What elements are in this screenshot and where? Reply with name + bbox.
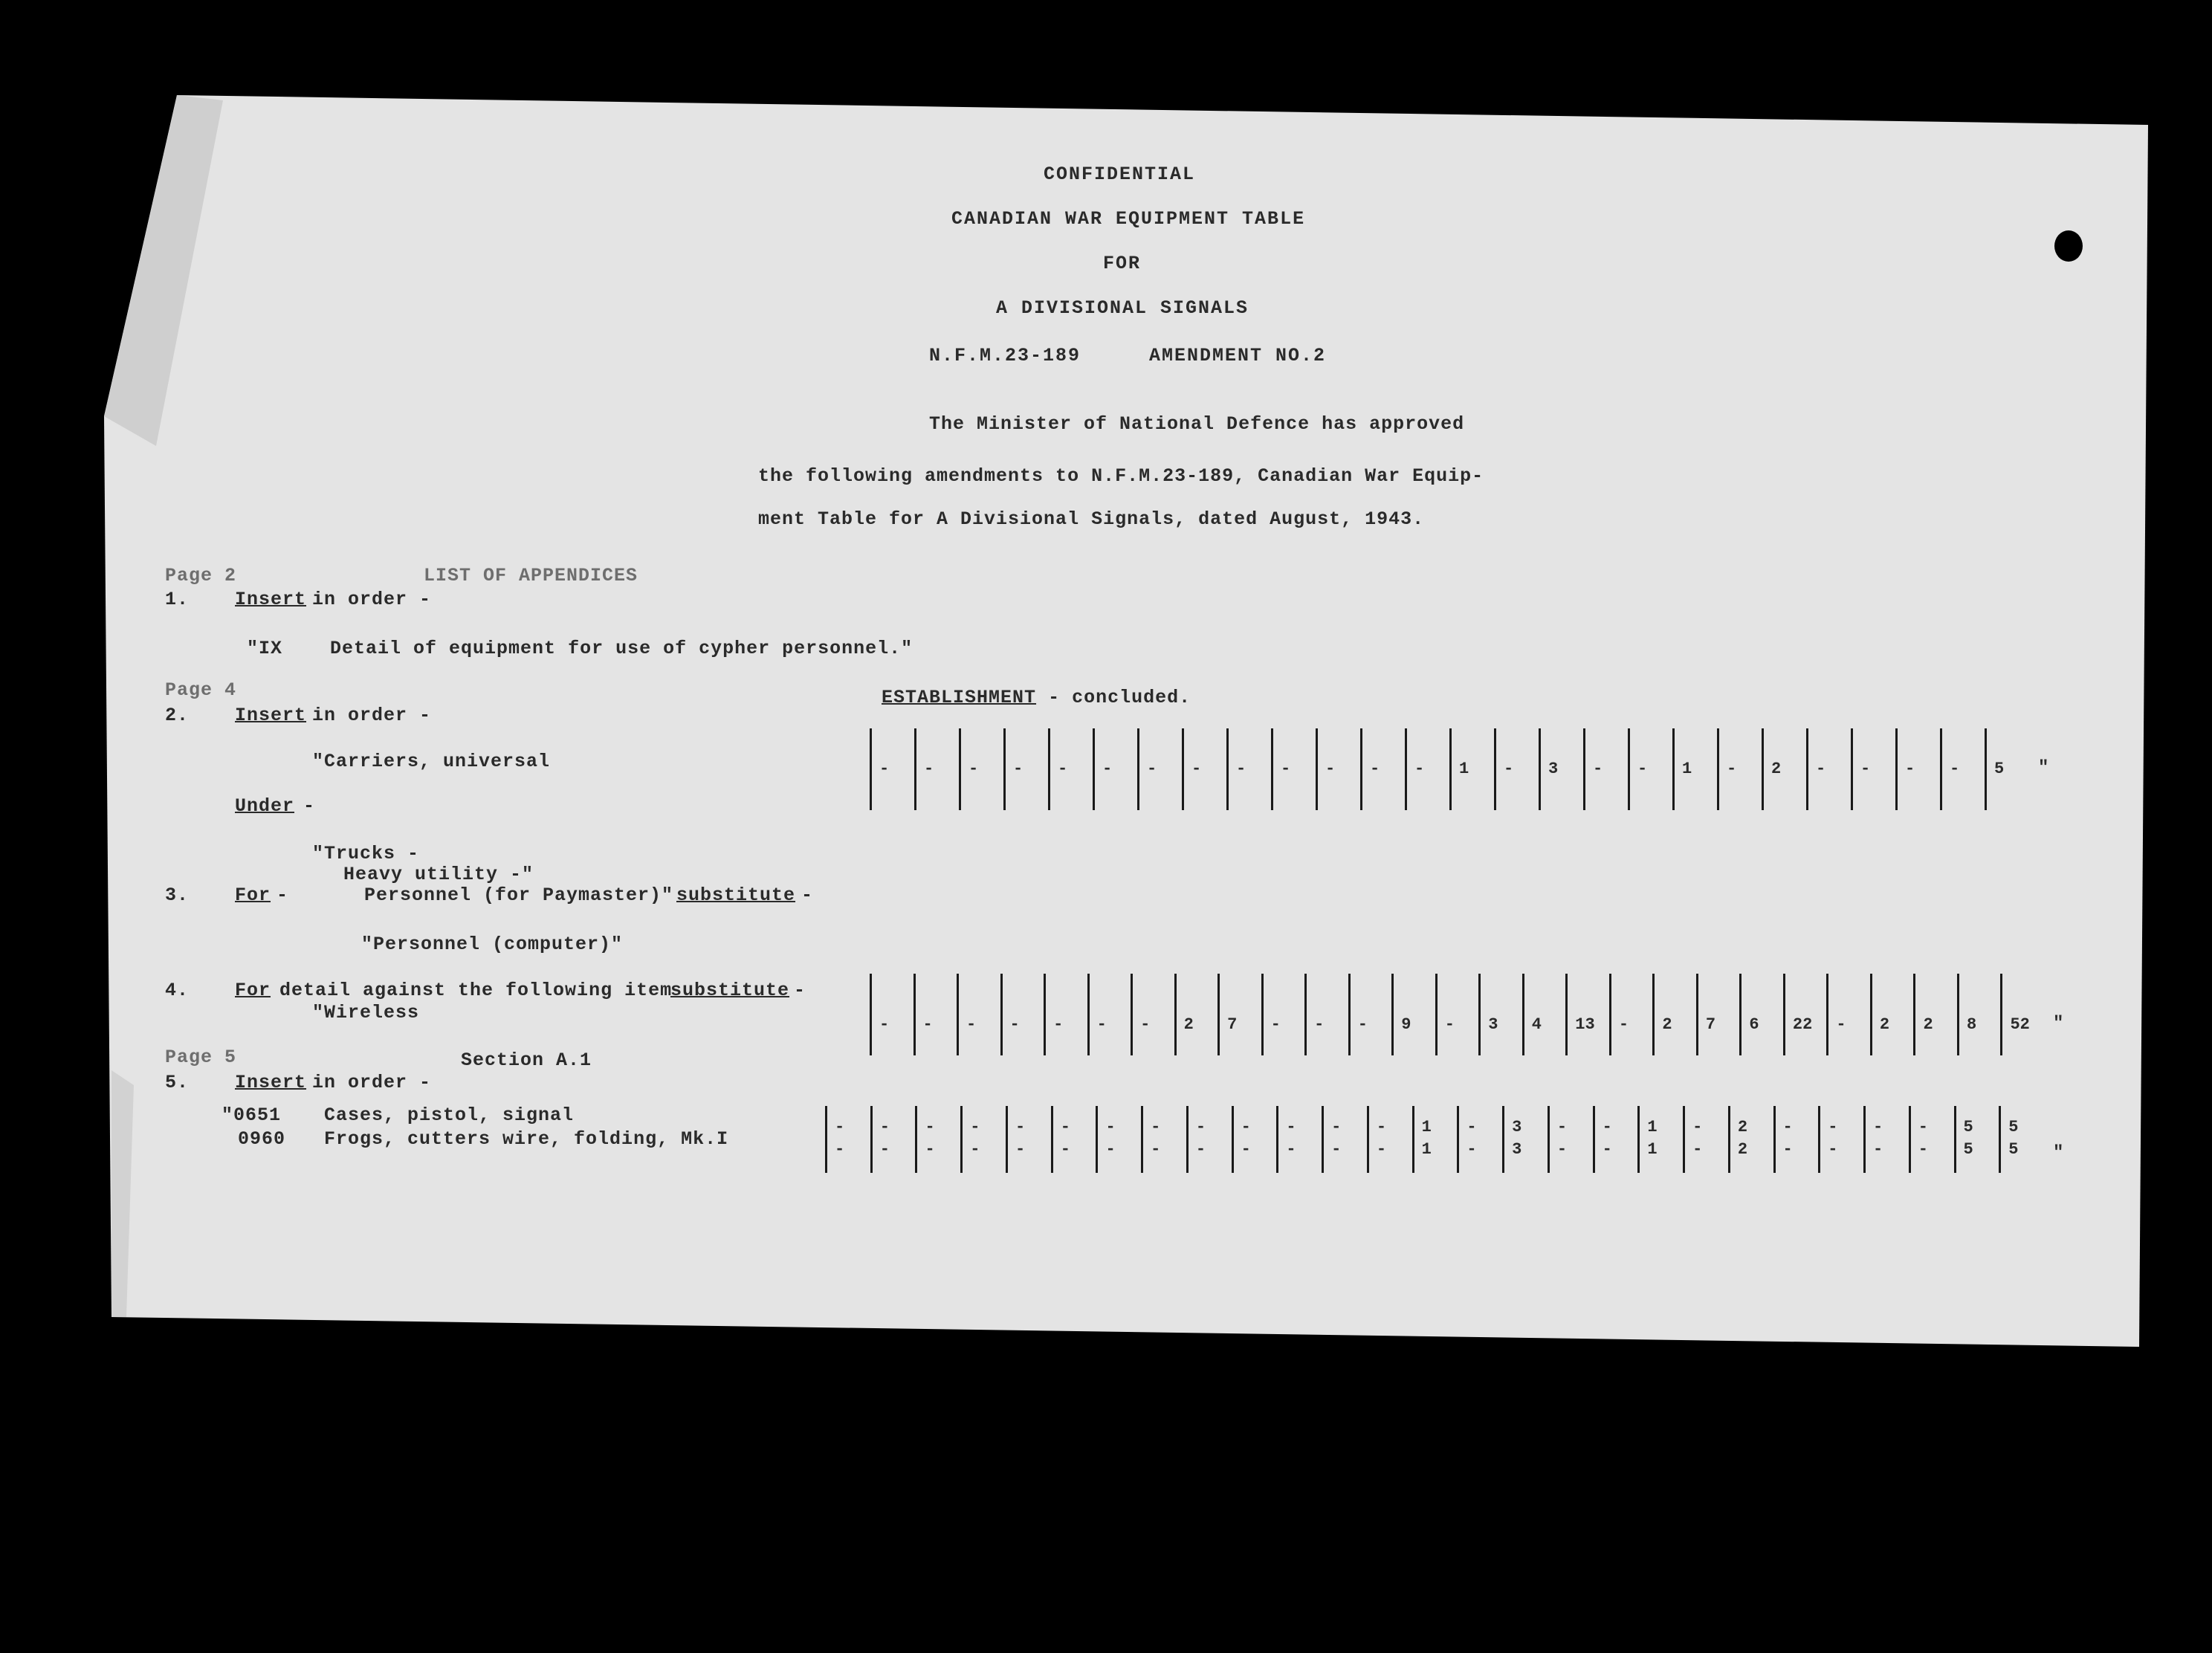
establishment-cell — [1006, 1106, 1053, 1173]
establishment-cell — [1141, 1106, 1189, 1173]
establishment-value: - — [1191, 760, 1202, 778]
establishment-value: 1 — [1682, 760, 1692, 778]
establishment-value: - — [1105, 1140, 1116, 1159]
item-2-text: "Carriers, universal — [312, 751, 551, 772]
establishment-cell — [1728, 1106, 1776, 1173]
item-1-number: 1. — [165, 589, 190, 610]
establishment-value: - — [879, 1118, 890, 1136]
establishment-value: 52 — [2010, 1015, 2030, 1034]
establishment-value: - — [1376, 1140, 1387, 1159]
establishment-cell — [870, 728, 916, 810]
establishment-cell — [1913, 974, 1959, 1055]
page-4-label: Page 4 — [165, 679, 237, 701]
establishment-cell — [1217, 974, 1264, 1055]
establishment-value: - — [1905, 760, 1915, 778]
establishment-cell — [1000, 974, 1047, 1055]
establishment-cell — [1652, 974, 1698, 1055]
establishment-value: - — [1918, 1118, 1928, 1136]
item-3-text: Personnel (for Paymaster)" — [364, 884, 674, 906]
item-5-code-2: 0960 — [238, 1128, 286, 1150]
establishment-cell — [1826, 974, 1872, 1055]
establishment-cell — [1367, 1106, 1414, 1173]
establishment-value: - — [1151, 1140, 1161, 1159]
establishment-value: - — [1331, 1118, 1342, 1136]
establishment-cell — [1003, 728, 1050, 810]
establishment-cell — [1806, 728, 1853, 810]
establishment-value: - — [1618, 1015, 1629, 1034]
establishment-value: 1 — [1421, 1118, 1432, 1136]
under-word: Under — [235, 795, 295, 817]
establishment-value: 5 — [1963, 1140, 1973, 1159]
item-4-for: For — [235, 980, 271, 1001]
establishment-value: - — [1828, 1140, 1838, 1159]
establishment-cell — [825, 1106, 873, 1173]
establishment-cell — [1093, 728, 1139, 810]
establishment-value: - — [1325, 760, 1336, 778]
establishment-value: - — [970, 1140, 980, 1159]
establishment-value: - — [1816, 760, 1826, 778]
establishment-value: - — [1058, 760, 1068, 778]
establishment-cell — [1762, 728, 1808, 810]
item-5-desc-2: Frogs, cutters wire, folding, Mk.I — [324, 1128, 729, 1150]
establishment-cell — [1954, 1106, 2002, 1173]
establishment-value: - — [1151, 1118, 1161, 1136]
establishment-value: 9 — [1401, 1015, 1411, 1034]
establishment-value: - — [966, 1015, 977, 1034]
establishment-value: - — [922, 1015, 933, 1034]
establishment-cell — [1131, 974, 1177, 1055]
item-1-text: "IX Detail of equipment for use of cypher personnel." — [247, 638, 913, 659]
establishment-cell — [914, 728, 961, 810]
establishment-value: - — [1376, 1118, 1387, 1136]
establishment-cell — [1593, 1106, 1640, 1173]
establishment-value: - — [1466, 1118, 1477, 1136]
item-3-dash: - — [276, 884, 289, 906]
item-3-sub-dash: - — [801, 884, 814, 906]
establishment-value: 3 — [1512, 1140, 1522, 1159]
establishment-value: - — [1466, 1140, 1477, 1159]
establishment-value: - — [924, 760, 934, 778]
establishment-cell — [1683, 1106, 1730, 1173]
establishment-value: - — [1602, 1140, 1612, 1159]
establishment-cell — [1522, 974, 1568, 1055]
item-5-rest: in order - — [312, 1072, 432, 1093]
for-word: FOR — [1103, 253, 1142, 274]
establishment-cell — [1478, 974, 1524, 1055]
establishment-value: - — [1727, 760, 1737, 778]
establishment-cell — [1048, 728, 1095, 810]
establishment-value: 2 — [1183, 1015, 1194, 1034]
closing-quote: " — [2053, 1014, 2064, 1034]
establishment-cell — [1261, 974, 1307, 1055]
establishment-value: 1 — [1647, 1140, 1658, 1159]
establishment-cell — [1457, 1106, 1504, 1173]
establishment-cell — [1609, 974, 1655, 1055]
establishment-value: - — [925, 1140, 935, 1159]
establishment-row-cases-frogs — [825, 1106, 2064, 1173]
establishment-value: 2 — [1879, 1015, 1890, 1034]
establishment-value: 1 — [1421, 1140, 1432, 1159]
item-3-substitute: substitute — [676, 884, 796, 906]
establishment-cell — [913, 974, 960, 1055]
table-title: CANADIAN WAR EQUIPMENT TABLE — [951, 208, 1306, 230]
establishment-cell — [1583, 728, 1630, 810]
establishment-value: - — [1053, 1015, 1064, 1034]
establishment-value: - — [1828, 1118, 1838, 1136]
establishment-value: - — [879, 1140, 890, 1159]
section-heading: Section A.1 — [461, 1049, 592, 1071]
establishment-cell — [1435, 974, 1481, 1055]
establishment-value: - — [1556, 1140, 1568, 1159]
establishment-cell — [915, 1106, 963, 1173]
establishment-cell — [1186, 1106, 1234, 1173]
establishment-cell — [1405, 728, 1452, 810]
establishment-value: - — [1414, 760, 1425, 778]
closing-quote: " — [2038, 758, 2049, 778]
establishment-value: - — [1370, 760, 1380, 778]
establishment-value: - — [1102, 760, 1113, 778]
establishment-cell — [1449, 728, 1496, 810]
establishment-value: 5 — [1963, 1118, 1973, 1136]
establishment-cell — [1087, 974, 1134, 1055]
item-5-number: 5. — [165, 1072, 190, 1093]
establishment-cell — [1696, 974, 1742, 1055]
establishment-cell — [1565, 974, 1611, 1055]
establishment-cell — [959, 728, 1006, 810]
establishment-value: - — [1241, 1118, 1251, 1136]
establishment-value: - — [1015, 1118, 1026, 1136]
establishment-value: - — [1195, 1140, 1206, 1159]
list-of-appendices-heading: LIST OF APPENDICES — [424, 565, 638, 586]
item-2-rest: in order - — [312, 705, 432, 726]
establishment-value: 22 — [1792, 1015, 1813, 1034]
establishment-cell — [1783, 974, 1829, 1055]
establishment-cell — [1637, 1106, 1685, 1173]
establishment-value: - — [1836, 1015, 1846, 1034]
establishment-rest: - concluded. — [1048, 687, 1191, 708]
item-4-text: detail against the following item — [279, 980, 673, 1001]
establishment-cell — [1870, 974, 1916, 1055]
establishment-cell — [1628, 728, 1675, 810]
establishment-cell — [2000, 974, 2046, 1055]
establishment-cell — [1226, 728, 1273, 810]
establishment-value: 5 — [1994, 760, 2005, 778]
establishment-cell — [1985, 728, 2031, 810]
establishment-value: - — [879, 760, 890, 778]
establishment-value: - — [1060, 1140, 1070, 1159]
item-2-insert: Insert — [235, 705, 307, 726]
heavy-utility-text: Heavy utility -" — [343, 864, 534, 885]
establishment-value: - — [968, 760, 979, 778]
establishment-value: - — [1270, 1015, 1281, 1034]
establishment-value: - — [1314, 1015, 1325, 1034]
establishment-row-carriers — [870, 728, 2049, 810]
establishment-value: - — [1286, 1118, 1296, 1136]
establishment-value: 2 — [1737, 1118, 1748, 1136]
establishment-value: 3 — [1488, 1015, 1498, 1034]
establishment-value: 2 — [1662, 1015, 1672, 1034]
establishment-cell — [1548, 1106, 1595, 1173]
establishment-cell — [1672, 728, 1719, 810]
item-5-insert: Insert — [235, 1072, 307, 1093]
intro-line-2: the following amendments to N.F.M.23-189, Canadian War Equip- — [758, 465, 1484, 487]
establishment-cell — [1316, 728, 1362, 810]
establishment-cell — [1739, 974, 1785, 1055]
establishment-cell — [1851, 728, 1898, 810]
establishment-value: - — [1692, 1140, 1703, 1159]
establishment-value: - — [1096, 1015, 1107, 1034]
item-3-for: For — [235, 884, 271, 906]
establishment-cell — [1999, 1106, 2046, 1173]
establishment-cell — [1360, 728, 1407, 810]
establishment-value: - — [1692, 1118, 1703, 1136]
item-3-new-text: "Personnel (computer)" — [361, 934, 624, 955]
establishment-value: 1 — [1647, 1118, 1658, 1136]
establishment-cell — [870, 974, 916, 1055]
establishment-value: - — [1241, 1140, 1251, 1159]
establishment-value: - — [1504, 760, 1514, 778]
establishment-value: - — [1147, 760, 1157, 778]
establishment-value: - — [1331, 1140, 1342, 1159]
page-2-label: Page 2 — [165, 565, 237, 586]
establishment-cell — [1322, 1106, 1369, 1173]
establishment-cell — [1044, 974, 1090, 1055]
item-2-number: 2. — [165, 705, 190, 726]
establishment-value: - — [970, 1118, 980, 1136]
establishment-value: - — [1873, 1118, 1883, 1136]
establishment-cell — [960, 1106, 1008, 1173]
establishment-value: - — [1236, 760, 1246, 778]
item-1-rest: in order - — [312, 589, 432, 610]
amendment-number: AMENDMENT NO.2 — [1149, 345, 1327, 366]
establishment-value: - — [1444, 1015, 1455, 1034]
establishment-cell — [1096, 1106, 1143, 1173]
item-3-number: 3. — [165, 884, 190, 906]
establishment-cell — [870, 1106, 918, 1173]
establishment-value: - — [1637, 760, 1648, 778]
establishment-cell — [1304, 974, 1351, 1055]
unit-name: A DIVISIONAL SIGNALS — [996, 297, 1249, 319]
establishment-value: - — [1918, 1140, 1928, 1159]
item-4-substitute: substitute — [670, 980, 790, 1001]
establishment-cell — [1412, 1106, 1460, 1173]
item-1-insert: Insert — [235, 589, 307, 610]
establishment-value: - — [1060, 1118, 1070, 1136]
establishment-value: - — [1286, 1140, 1296, 1159]
establishment-cell — [1174, 974, 1220, 1055]
establishment-cell — [1276, 1106, 1324, 1173]
item-4-wireless: "Wireless — [312, 1002, 420, 1023]
confidential-stamp: CONFIDENTIAL — [1044, 164, 1196, 185]
establishment-row-wireless — [870, 974, 2064, 1055]
item-4-dash: - — [794, 980, 806, 1001]
closing-quote: " — [2053, 1143, 2064, 1163]
establishment-value: - — [1013, 760, 1023, 778]
establishment-value: - — [1357, 1015, 1368, 1034]
page-5-label: Page 5 — [165, 1047, 237, 1068]
establishment-cell — [1348, 974, 1394, 1055]
establishment-value: 6 — [1749, 1015, 1759, 1034]
establishment-value: 7 — [1227, 1015, 1238, 1034]
establishment-cell — [1182, 728, 1229, 810]
establishment-cell — [1271, 728, 1318, 810]
item-5-code-1: "0651 — [221, 1104, 282, 1126]
establishment-value: - — [879, 1015, 890, 1034]
establishment-value: - — [1782, 1140, 1793, 1159]
establishment-value: - — [1602, 1118, 1612, 1136]
reference-number: N.F.M.23-189 — [929, 345, 1081, 366]
establishment-cell — [1909, 1106, 1956, 1173]
establishment-value: 2 — [1771, 760, 1782, 778]
establishment-value: 13 — [1575, 1015, 1595, 1034]
establishment-value: 4 — [1531, 1015, 1542, 1034]
establishment-cell — [1957, 974, 2003, 1055]
item-4-number: 4. — [165, 980, 190, 1001]
establishment-cell — [1717, 728, 1764, 810]
establishment-value: - — [1873, 1140, 1883, 1159]
establishment-value: 1 — [1459, 760, 1469, 778]
intro-line-3: ment Table for A Divisional Signals, dated August, 1943. — [758, 508, 1425, 530]
establishment-heading — [882, 688, 1191, 707]
establishment-value: 5 — [2008, 1118, 2019, 1136]
establishment-value: 2 — [1923, 1015, 1933, 1034]
establishment-value: - — [1782, 1118, 1793, 1136]
establishment-value: - — [1593, 760, 1603, 778]
establishment-value: 8 — [1966, 1015, 1977, 1034]
establishment-value: - — [835, 1118, 845, 1136]
establishment-value: 3 — [1548, 760, 1559, 778]
establishment-value: - — [1281, 760, 1291, 778]
establishment-value: - — [1860, 760, 1871, 778]
intro-line-1: The Minister of National Defence has approved — [929, 413, 1465, 435]
establishment-cell — [1863, 1106, 1911, 1173]
establishment-value: - — [1009, 1015, 1020, 1034]
establishment-word: ESTABLISHMENT — [882, 687, 1037, 708]
item-5-desc-1: Cases, pistol, signal — [324, 1104, 575, 1126]
establishment-cell — [1773, 1106, 1821, 1173]
establishment-cell — [957, 974, 1003, 1055]
establishment-cell — [1940, 728, 1987, 810]
establishment-value: 3 — [1512, 1118, 1522, 1136]
establishment-value: - — [1015, 1140, 1026, 1159]
establishment-cell — [1051, 1106, 1099, 1173]
establishment-value: 5 — [2008, 1140, 2019, 1159]
establishment-cell — [1494, 728, 1541, 810]
establishment-cell — [1539, 728, 1585, 810]
trucks-text: "Trucks - — [312, 843, 420, 864]
establishment-value: - — [1556, 1118, 1568, 1136]
establishment-value: - — [1950, 760, 1960, 778]
establishment-value: 7 — [1705, 1015, 1716, 1034]
establishment-cell — [1137, 728, 1184, 810]
establishment-value: - — [1105, 1118, 1116, 1136]
establishment-value: - — [835, 1140, 845, 1159]
establishment-value: 2 — [1737, 1140, 1748, 1159]
establishment-cell — [1232, 1106, 1279, 1173]
establishment-cell — [1502, 1106, 1550, 1173]
establishment-cell — [1818, 1106, 1866, 1173]
establishment-value: - — [1140, 1015, 1151, 1034]
establishment-value: - — [1195, 1118, 1206, 1136]
under-dash: - — [303, 795, 316, 817]
establishment-cell — [1895, 728, 1942, 810]
establishment-value: - — [925, 1118, 935, 1136]
establishment-cell — [1391, 974, 1438, 1055]
punch-hole — [2054, 230, 2083, 262]
